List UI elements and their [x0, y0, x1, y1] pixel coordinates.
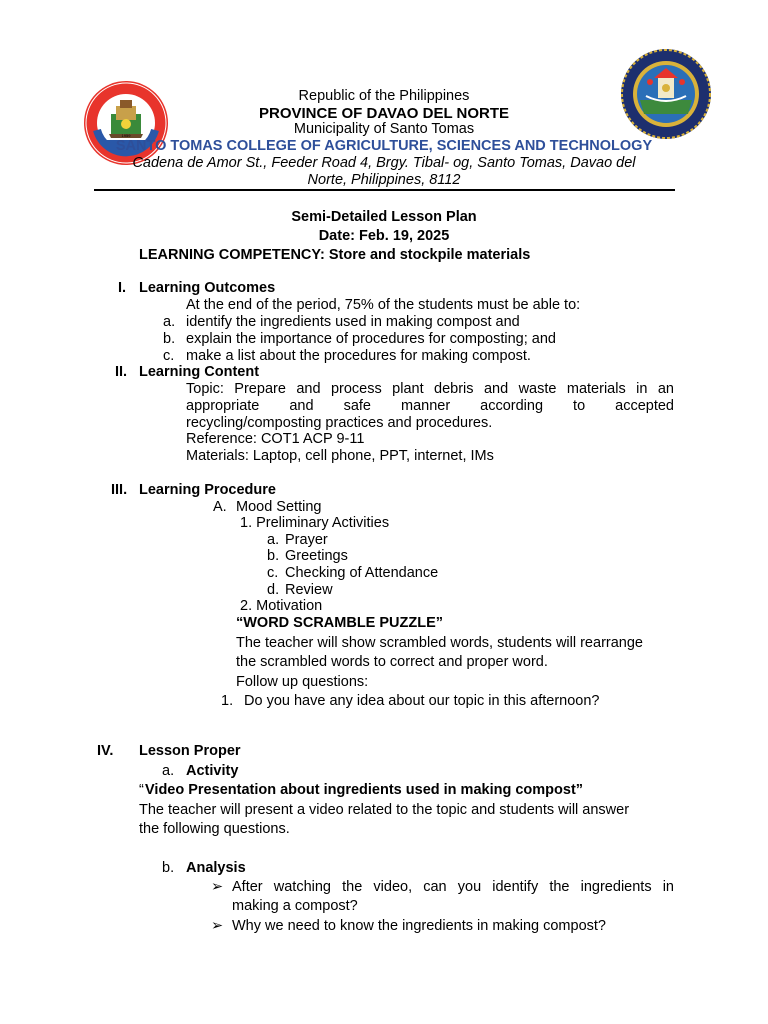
header-divider — [94, 189, 675, 191]
followup-q1-mark: 1. — [221, 693, 234, 709]
mood-setting-mark: A. — [213, 499, 227, 515]
plan-title: Semi-Detailed Lesson Plan — [291, 209, 477, 225]
activity-title: Activity — [186, 763, 239, 779]
seal-year: 1959 — [121, 133, 131, 138]
analysis-mark: b. — [162, 860, 175, 876]
prelim-mark-d: d. — [267, 582, 280, 598]
section-1-title: Learning Outcomes — [139, 280, 276, 296]
topic-line-2: appropriate and safe manner according to accepted — [186, 398, 674, 414]
outcome-mark-a: a. — [163, 314, 176, 330]
analysis-q1-line-1: After watching the video, can you identify the ingredients in — [232, 879, 674, 895]
section-2-number: II. — [115, 364, 128, 380]
learning-competency: LEARNING COMPETENCY: Store and stockpile materials — [139, 247, 531, 263]
section-1-number: I. — [118, 280, 127, 296]
outcome-item-a: identify the ingredients used in making compost and — [186, 314, 520, 330]
header-address-line1: Cadena de Amor St., Feeder Road 4, Brgy. Tibal- og, Santo Tomas, Davao del — [132, 155, 636, 171]
preliminary-activities: 1. Preliminary Activities — [240, 515, 390, 531]
followup-label: Follow up questions: — [236, 674, 369, 690]
header-college: SANTO TOMAS COLLEGE OF AGRICULTURE, SCIENCES AND TECHNOLOGY — [115, 138, 653, 154]
analysis-q1-line-2: making a compost? — [232, 898, 358, 914]
topic-line-1: Topic: Prepare and process plant debris and waste materials in an — [186, 381, 674, 397]
prelim-review: Review — [285, 582, 333, 598]
video-desc-line-1: The teacher will present a video related to the topic and students will answer — [139, 802, 630, 818]
header-address-line2: Norte, Philippines, 8112 — [307, 172, 461, 188]
scramble-desc-line-2: the scrambled words to correct and proper word. — [236, 654, 548, 670]
video-quote-mark: “ — [139, 782, 144, 798]
section-3-number: III. — [111, 482, 128, 498]
activity-mark: a. — [162, 763, 175, 779]
prelim-attendance: Checking of Attendance — [285, 565, 439, 581]
outcome-mark-c: c. — [163, 348, 175, 364]
content-reference: Reference: COT1 ACP 9-11 — [186, 431, 365, 447]
bullet-arrow-icon: ➢ — [211, 918, 224, 934]
plan-date: Date: Feb. 19, 2025 — [318, 228, 450, 244]
video-desc-line-2: the following questions. — [139, 821, 290, 837]
word-scramble-title: “WORD SCRAMBLE PUZZLE” — [236, 615, 444, 631]
header-republic: Republic of the Philippines — [298, 88, 470, 104]
outcome-mark-b: b. — [163, 331, 176, 347]
followup-q1: Do you have any idea about our topic in this afternoon? — [244, 693, 600, 709]
section-2-title: Learning Content — [139, 364, 260, 380]
scramble-desc-line-1: The teacher will show scrambled words, students will rearrange — [236, 635, 643, 651]
prelim-mark-c: c. — [267, 565, 279, 581]
header-province: PROVINCE OF DAVAO DEL NORTE — [258, 105, 510, 122]
outcome-item-c: make a list about the procedures for making compost. — [186, 348, 531, 364]
prelim-mark-a: a. — [267, 532, 280, 548]
outcome-item-b: explain the importance of procedures for composting; and — [186, 331, 556, 347]
analysis-q2: Why we need to know the ingredients in making compost? — [232, 918, 606, 934]
section-4-title: Lesson Proper — [139, 743, 241, 759]
bullet-arrow-icon: ➢ — [211, 879, 224, 895]
topic-line-3: recycling/composting practices and procedures. — [186, 415, 493, 431]
outcomes-intro: At the end of the period, 75% of the students must be able to: — [186, 297, 581, 313]
section-3-title: Learning Procedure — [139, 482, 276, 498]
prelim-prayer: Prayer — [285, 532, 328, 548]
prelim-mark-b: b. — [267, 548, 280, 564]
mood-setting-label: Mood Setting — [236, 499, 322, 515]
prelim-greetings: Greetings — [285, 548, 348, 564]
section-4-number: IV. — [97, 743, 114, 759]
motivation-label: 2. Motivation — [240, 598, 323, 614]
content-materials: Materials: Laptop, cell phone, PPT, internet, IMs — [186, 448, 494, 464]
analysis-title: Analysis — [186, 860, 246, 876]
video-title: Video Presentation about ingredients used in making compost” — [145, 782, 584, 798]
header-municipality: Municipality of Santo Tomas — [293, 121, 475, 137]
